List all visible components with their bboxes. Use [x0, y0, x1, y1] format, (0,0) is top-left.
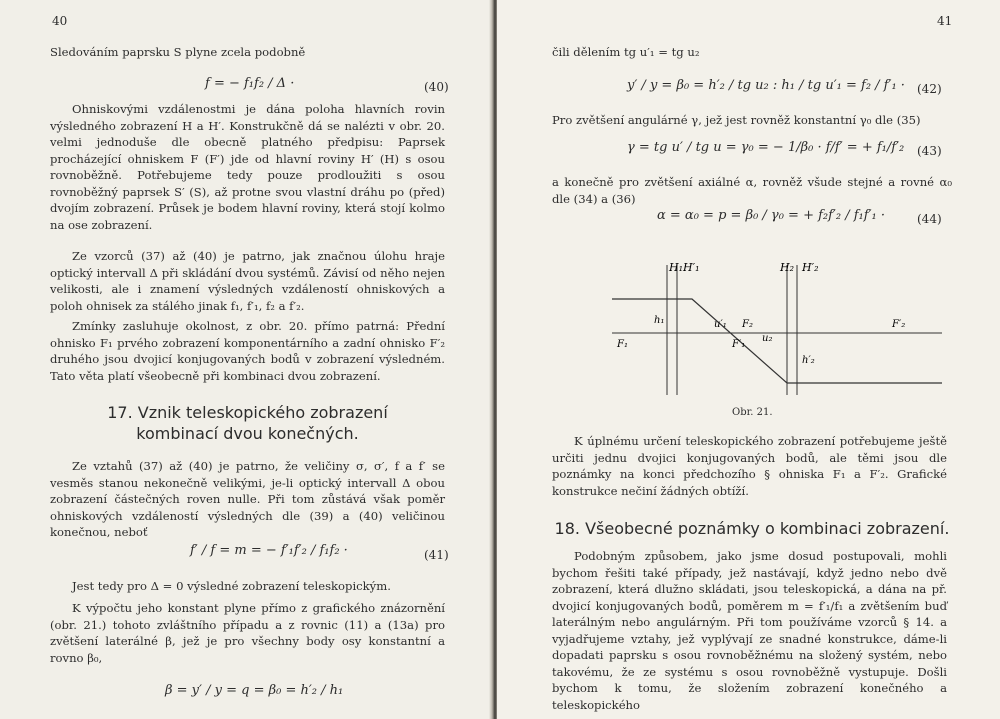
label-F1p: F′₁ [732, 339, 746, 350]
label-F2: F₂ [742, 319, 753, 330]
equation-41: f′ / f = m = − f′₁f′₂ / f₁f₂ · [190, 543, 348, 558]
equation-43: γ = tg u′ / tg u = γ₀ = − 1/β₀ · f/f′ = + f₁/f′₂ [627, 140, 905, 155]
equation-number-41: (41) [424, 548, 449, 562]
label-H2: H₂ [780, 261, 795, 274]
page-number: 41 [937, 14, 953, 28]
paragraph: Ze vztahů (37) až (40) je patrno, že veličiny σ, σ′, f a f′ se vesměs stanou nekonečně velikými, je-li optický intervall Δ obou zobrazení částečných roven nulle. Při tom zůstává však poměr ohniskových vzdáleností výsledných dle (39) a (40) veličinou konečnou, neboť [50, 459, 445, 539]
label-H2p: H′₂ [802, 261, 819, 274]
equation-beta: β = y′ / y = q = β₀ = h′₂ / h₁ [165, 683, 344, 698]
equation-number-40: (40) [424, 80, 449, 94]
paragraph: K úplnému určení teleskopického zobrazení potřebujeme ještě určiti jednu dvojici konjugovaných bodů, ale těmi jsou dle poznámky na konci předchozího § ohniska F₁ a F′₂. Grafické konstrukce nečiní žádných obtíží. [552, 434, 947, 498]
ray-path [612, 299, 942, 383]
paragraph: Pro zvětšení angulárné γ, jež jest rovněž konstantní γ₀ dle (35) [552, 113, 921, 127]
paragraph: Zmínky zasluhuje okolnost, z obr. 20. přímo patrná: Přední ohnisko F₁ prvého zobrazení komponentárního a zadní ohnisko F′₂ druhého jsou dvojicí konjugovaných bodů v zobrazení výsledném. Tato věta platí všeobecně při kombinaci dvou zobrazení. [50, 319, 445, 383]
figure-caption: Obr. 21. [732, 407, 773, 418]
equation-number-44: (44) [917, 212, 942, 226]
paragraph: K výpočtu jeho konstant plyne přímo z grafického znázornění (obr. 21.) tohoto zvláštního případu a z rovnic (11) a (13a) pro zvětšení laterálné β, jež je pro všechny body osy konstantní a rovno β₀, [50, 601, 445, 665]
label-H1H1p: H₁H′₁ [669, 261, 700, 274]
label-h1: h₁ [654, 315, 665, 326]
section-heading: 18. Všeobecné poznámky o kombinaci zobrazení. [554, 519, 950, 538]
equation-number-43: (43) [917, 144, 942, 158]
left-page [0, 0, 493, 719]
section-heading: 17. Vznik teleskopického zobrazení kombinací dvou konečných. [107, 403, 388, 443]
paragraph: Ohniskovými vzdálenostmi je dána poloha hlavních rovin výsledného zobrazení H a H′. Konstrukčně dá se nalézti v obr. 20. velmi jednoduše dle obecně platného předpisu: Paprsek procházející ohniskem F (F′) jde od hlavní roviny H′ (H) s osou rovnoběžně. Potřebujeme tedy pouze prodloužiti s osou rovnoběžný paprsek S′ (S), až protne svou vlastní dráhu po (před) dvojím zobrazení. Průsek je bodem hlavní roviny, která stojí kolmo na ose zobrazení. [50, 102, 445, 232]
label-h2p: h′₂ [802, 355, 815, 366]
equation-number-42: (42) [917, 82, 942, 96]
equation-40: f = − f₁f₂ / Δ · [205, 76, 295, 91]
label-F1: F₁ [617, 339, 628, 350]
figure-21 [592, 255, 952, 405]
paragraph: Ze vzorců (37) až (40) je patrno, jak značnou úlohu hraje optický intervall Δ při skládání dvou systémů. Závisí od něho nejen velikosti, ale i znamení výsledných vzdáleností ohniskových a poloh ohnisek za stálého jinak f₁, f′₁, f₂ a f′₂. [50, 249, 445, 313]
label-u2: u₂ [762, 333, 773, 344]
intro-text: Sledováním paprsku S plyne zcela podobně [50, 45, 306, 59]
label-u1p: u′₁ [714, 319, 727, 330]
page-number: 40 [52, 14, 68, 28]
equation-42: y′ / y = β₀ = h′₂ / tg u₂ : h₁ / tg u′₁ = f₂ / f′₁ · [627, 78, 905, 93]
paragraph: a konečně pro zvětšení axiálné α, rovněž všude stejné a rovné α₀ dle (34) a (36) [552, 175, 952, 206]
equation-44: α = α₀ = p = β₀ / γ₀ = + f₂f′₂ / f₁f′₁ · [657, 208, 886, 223]
intro-text: čili dělením tg u′₁ = tg u₂ [552, 45, 700, 59]
paragraph: Jest tedy pro Δ = 0 výsledné zobrazení teleskopickým. [72, 579, 391, 593]
right-page [497, 0, 1000, 719]
label-F2p: F′₂ [892, 319, 906, 330]
paragraph: Podobným způsobem, jako jsme dosud postupovali, mohli bychom řešiti také případy, jež nastávají, když jedno nebo dvě zobrazení, která dlužno skládati, jsou teleskopická, a dána na př. dvojicí konjugovaných bodů, poměrem m = f′₁/f₁ a zvětšením buď laterálným nebo angulárným. Při tom používáme vzorců § 14. a vyjadřujeme vztahy, jež vyplývají ze snadné konstrukce, dáme-li dopadati paprsku s osou rovnoběžnému na složený systém, nebo takovému, že ze systému s osou rovnoběžně vystupuje. Došli bychom k tomu, že složením zobrazení konečného a teleskopického [552, 549, 947, 712]
